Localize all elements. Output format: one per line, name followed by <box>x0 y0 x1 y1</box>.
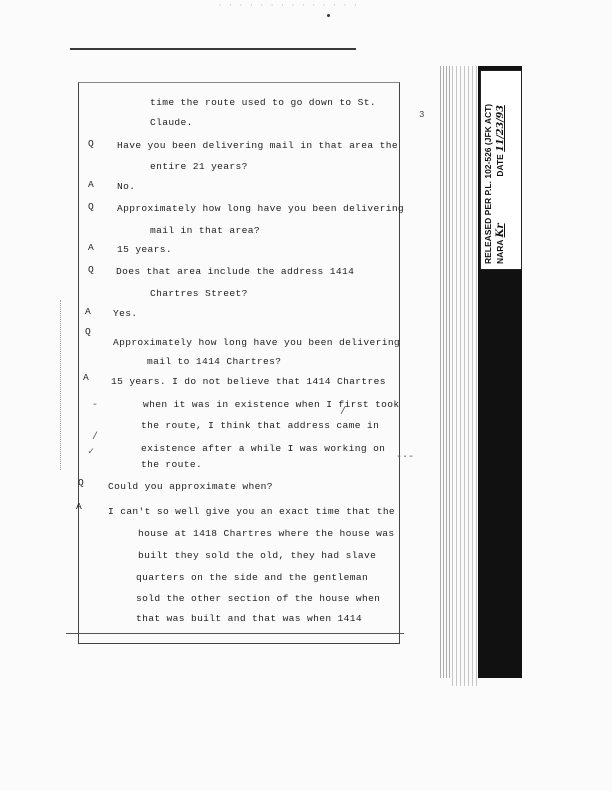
transcript-line: Claude. <box>150 117 193 128</box>
transcript-line: the route. <box>141 459 203 470</box>
speaker-label: Q <box>88 138 94 149</box>
transcript-line: mail to 1414 Chartres? <box>147 356 282 367</box>
transcript-line: existence after a while I was working on <box>141 443 386 454</box>
speaker-label: A <box>88 242 94 253</box>
speaker-label: A <box>83 372 89 383</box>
transcript-line: Yes. <box>113 308 138 319</box>
transcript-line: Approximately how long have you been delivering <box>113 337 401 348</box>
transcript-line: the route, I think that address came in <box>141 420 380 431</box>
transcript-line: 15 years. <box>117 244 172 255</box>
transcript-line: 15 years. I do not believe that 1414 Chartres <box>111 376 386 387</box>
speaker-label: Q <box>78 477 84 488</box>
stamp-name-label: NARA <box>495 239 505 264</box>
margin-tick: / <box>92 432 99 443</box>
transcript-line: quarters on the side and the gentleman <box>136 572 369 583</box>
transcript-line: house at 1418 Chartres where the house was <box>138 528 395 539</box>
speaker-label: A <box>88 179 94 190</box>
transcript-line: when it was in existence when I first took <box>143 399 400 410</box>
check-mark-icon: ✓ <box>88 447 95 458</box>
scan-edge <box>452 66 478 686</box>
transcript-line: that was built and that was when 1414 <box>136 613 362 624</box>
speaker-label: Q <box>85 326 91 337</box>
speaker-label: A <box>85 306 91 317</box>
stamp-release-line: RELEASED PER P.L. 102-526 (JFK ACT) <box>483 103 493 264</box>
transcript-line: built they sold the old, they had slave <box>138 550 377 561</box>
speaker-label: Q <box>88 264 94 275</box>
margin-tick: -·- <box>396 452 415 463</box>
stamp-name-signature: Kr <box>495 223 506 238</box>
transcript-line: Does that area include the address 1414 <box>116 266 355 277</box>
stamp-date-value: 11/23/93 <box>495 105 506 152</box>
margin-tick: / <box>340 407 347 418</box>
transcript-line: Have you been delivering mail in that area the <box>117 140 398 151</box>
transcript-line: time the route used to go down to St. <box>150 97 376 108</box>
transcript-line: No. <box>117 181 136 192</box>
transcript-line: Chartres Street? <box>150 288 248 299</box>
margin-tick: - <box>92 400 99 411</box>
stamp-name-date-line <box>494 74 507 264</box>
transcript-line: Could you approximate when? <box>108 481 273 492</box>
stamp-date-label: DATE <box>495 154 505 177</box>
scan-edge <box>440 66 450 678</box>
transcript-line: I can't so well give you an exact time that the <box>108 506 396 517</box>
photocopy-artifact: · · · · · · · · · · · · · · <box>218 2 359 10</box>
speaker-label: A <box>76 501 82 512</box>
release-stamp-text <box>482 74 518 264</box>
transcript-line: mail in that area? <box>150 225 260 236</box>
transcript-line: sold the other section of the house when <box>136 593 381 604</box>
transcript-line: entire 21 years? <box>150 161 248 172</box>
transcript-line: Approximately how long have you been delivering <box>117 203 405 214</box>
page-number: 3 <box>419 110 425 120</box>
speaker-label: Q <box>88 201 94 212</box>
